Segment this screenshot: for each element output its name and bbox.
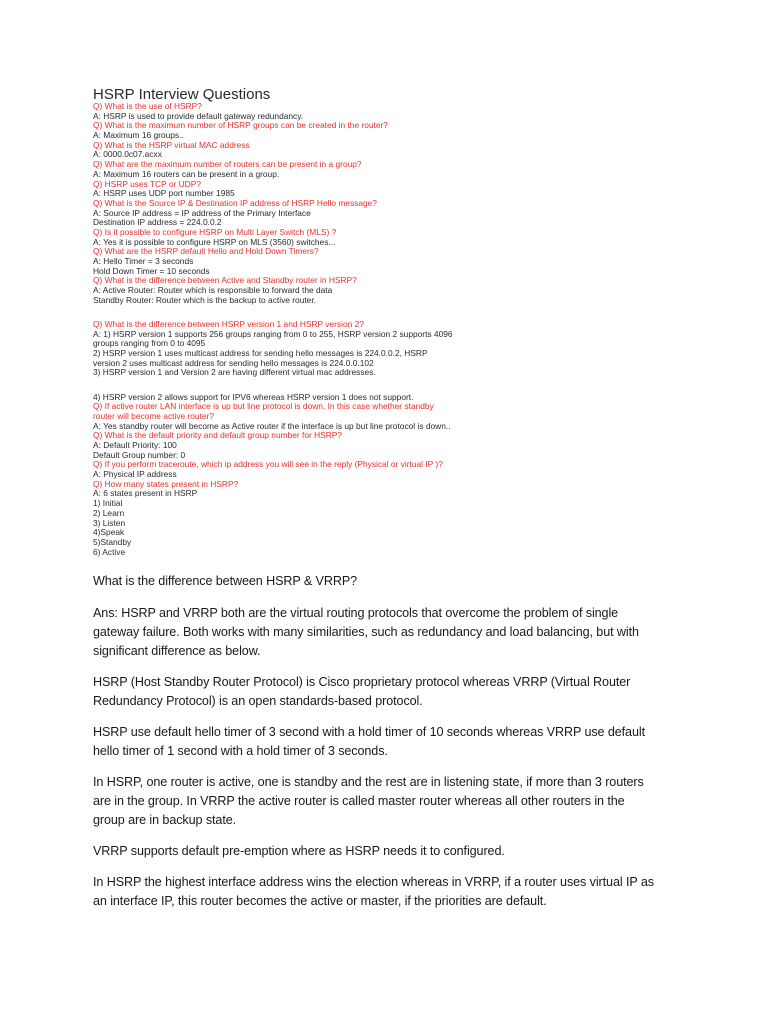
question-line: Q) What is the difference between HSRP version 1 and HSRP version 2? (93, 318, 364, 329)
question-line: Q) HSRP uses TCP or UDP? (93, 178, 201, 189)
answer-line: 4)Speak (93, 527, 125, 538)
answer-line: 2) HSRP version 1 uses multicast address for sending hello messages is 224.0.0.2, HSRP (93, 348, 428, 358)
paragraph (93, 773, 693, 830)
answer-line: A: 1) HSRP version 1 supports 256 groups ranging from 0 to 255, HSRP version 2 supports 4096 (93, 328, 453, 339)
answer-line: A: Default Priority: 100 (93, 440, 177, 450)
paragraph-line: Redundancy Protocol) is an open standards-based protocol. (93, 694, 423, 708)
answer-line: version 2 uses multicast address for sending hello messages is 224.0.0.102 (93, 357, 374, 368)
document-title: HSRP Interview Questions (93, 86, 271, 103)
answer-line: A: 0000.0c07.acxx (93, 149, 162, 160)
question-line: Q) What are the HSRP default Hello and Hold Down Timers? (93, 246, 319, 257)
answer-line: Default Group number: 0 (93, 449, 186, 460)
question-line: Q) What are the maximum number of routers can be present in a group? (93, 159, 362, 170)
answer-line: Destination IP address = 224.0.0.2 (93, 217, 222, 228)
answer-line: 1) Initial (93, 498, 123, 509)
paragraph-line: group are in backup state. (93, 813, 237, 827)
answer-line: A: Active Router: Router which is responsible to forward the data (93, 285, 333, 296)
answer-line: 3) Listen (93, 517, 126, 528)
paragraph-line: Ans: HSRP and VRRP both are the virtual routing protocols that overcome the problem of single (93, 606, 619, 620)
answer-line: A: Maximum 16 groups.. (93, 130, 184, 141)
paragraph (93, 723, 693, 761)
spacer (93, 305, 713, 320)
answer-line: Standby Router: Router which is the backup to active router. (93, 294, 316, 305)
answer-line: groups ranging from 0 to 4095 (93, 338, 206, 349)
answer-line: 2) Learn (93, 507, 125, 518)
paragraph-line: HSRP use default hello timer of 3 second with a hold timer of 10 seconds whereas VRRP use default (93, 725, 645, 739)
paragraph-line: HSRP (Host Standby Router Protocol) is Cisco proprietary protocol whereas VRRP (Virtual Router (93, 675, 631, 689)
question-line: Q) If you perform traceroute, which ip address you will see in the reply (Physical or virtual IP )? (93, 459, 443, 470)
paragraph (93, 873, 693, 911)
paragraph-line: hello timer of 1 second with a hold timer of 3 seconds. (93, 744, 388, 758)
answer-line: A: HSRP uses UDP port number 1985 (93, 188, 235, 199)
hsrp-vrrp-section (93, 572, 693, 923)
question-line: Q) What is the use of HSRP? (93, 101, 202, 111)
answer-line: 5)Standby (93, 536, 132, 547)
paragraph-line: What is the difference between HSRP & VRRP? (93, 574, 358, 588)
question-line: Q) How many states present in HSRP? (93, 478, 239, 489)
question-line: Q) If active router LAN interface is up but line protocol is down, In this case whether standby (93, 401, 434, 412)
answer-line: A: Hello Timer = 3 seconds (93, 256, 194, 266)
answer-line: A: 6 states present in HSRP (93, 488, 198, 499)
question-line: Q) What is the Source IP & Destination IP address of HSRP Hello message? (93, 197, 377, 208)
paragraph-line: an interface IP, this router becomes the active or master, if the priorities are default. (93, 894, 547, 908)
question-line: Q) Is it possible to configure HSRP on Multi Layer Switch (MLS) ? (93, 226, 337, 237)
section-heading (93, 572, 693, 591)
paragraph-line: VRRP supports default pre-emption where as HSRP needs it to configured. (93, 844, 505, 858)
paragraph-line: are in the group. In VRRP the active router is called master router whereas all other routers in the (93, 794, 625, 808)
question-line: Q) What is the default priority and default group number for HSRP? (93, 430, 343, 441)
answer-line: A: Source IP address = IP address of the Primary Interface (93, 207, 311, 218)
spacer (93, 378, 713, 393)
answer-line: 4) HSRP version 2 allows support for IPV6 whereas HSRP version 1 does not support. (93, 391, 414, 402)
paragraph (93, 842, 693, 861)
question-line: Q) What is the maximum number of HSRP groups can be created in the router? (93, 120, 388, 131)
answer-line: Hold Down Timer = 10 seconds (93, 265, 210, 276)
paragraph (93, 604, 693, 661)
paragraph-line: In HSRP, one router is active, one is standby and the rest are in listening state, if more than 3 routers (93, 775, 644, 789)
answer-line: 6) Active (93, 546, 126, 557)
paragraph-line: In HSRP the highest interface address wins the election whereas in VRRP, if a router uses virtual IP as (93, 875, 654, 889)
answer-line: A: Yes it is possible to configure HSRP on MLS (3560) switches... (93, 236, 336, 247)
paragraph-line: significant difference as below. (93, 644, 261, 658)
paragraph (93, 673, 693, 711)
question-line: Q) What is the difference between Active and Standby router in HSRP? (93, 275, 357, 286)
answer-line: A: HSRP is used to provide default gateway redundancy. (93, 110, 304, 121)
question-line: Q) What is the HSRP virtual MAC address (93, 139, 250, 150)
question-line: router will become active router? (93, 410, 215, 421)
paragraph-line: gateway failure. Both works with many similarities, such as redundancy and load balancing, but with (93, 625, 639, 639)
answer-line: A: Yes standby router will become as Active router if the interface is up but line protocol is down.. (93, 420, 451, 431)
qa-list (93, 102, 713, 557)
answer-line: A: Physical IP address (93, 469, 177, 480)
answer-line: A: Maximum 16 routers can be present in a group. (93, 168, 280, 179)
answer-line: 3) HSRP version 1 and Version 2 are having different virtual mac addresses. (93, 367, 376, 378)
